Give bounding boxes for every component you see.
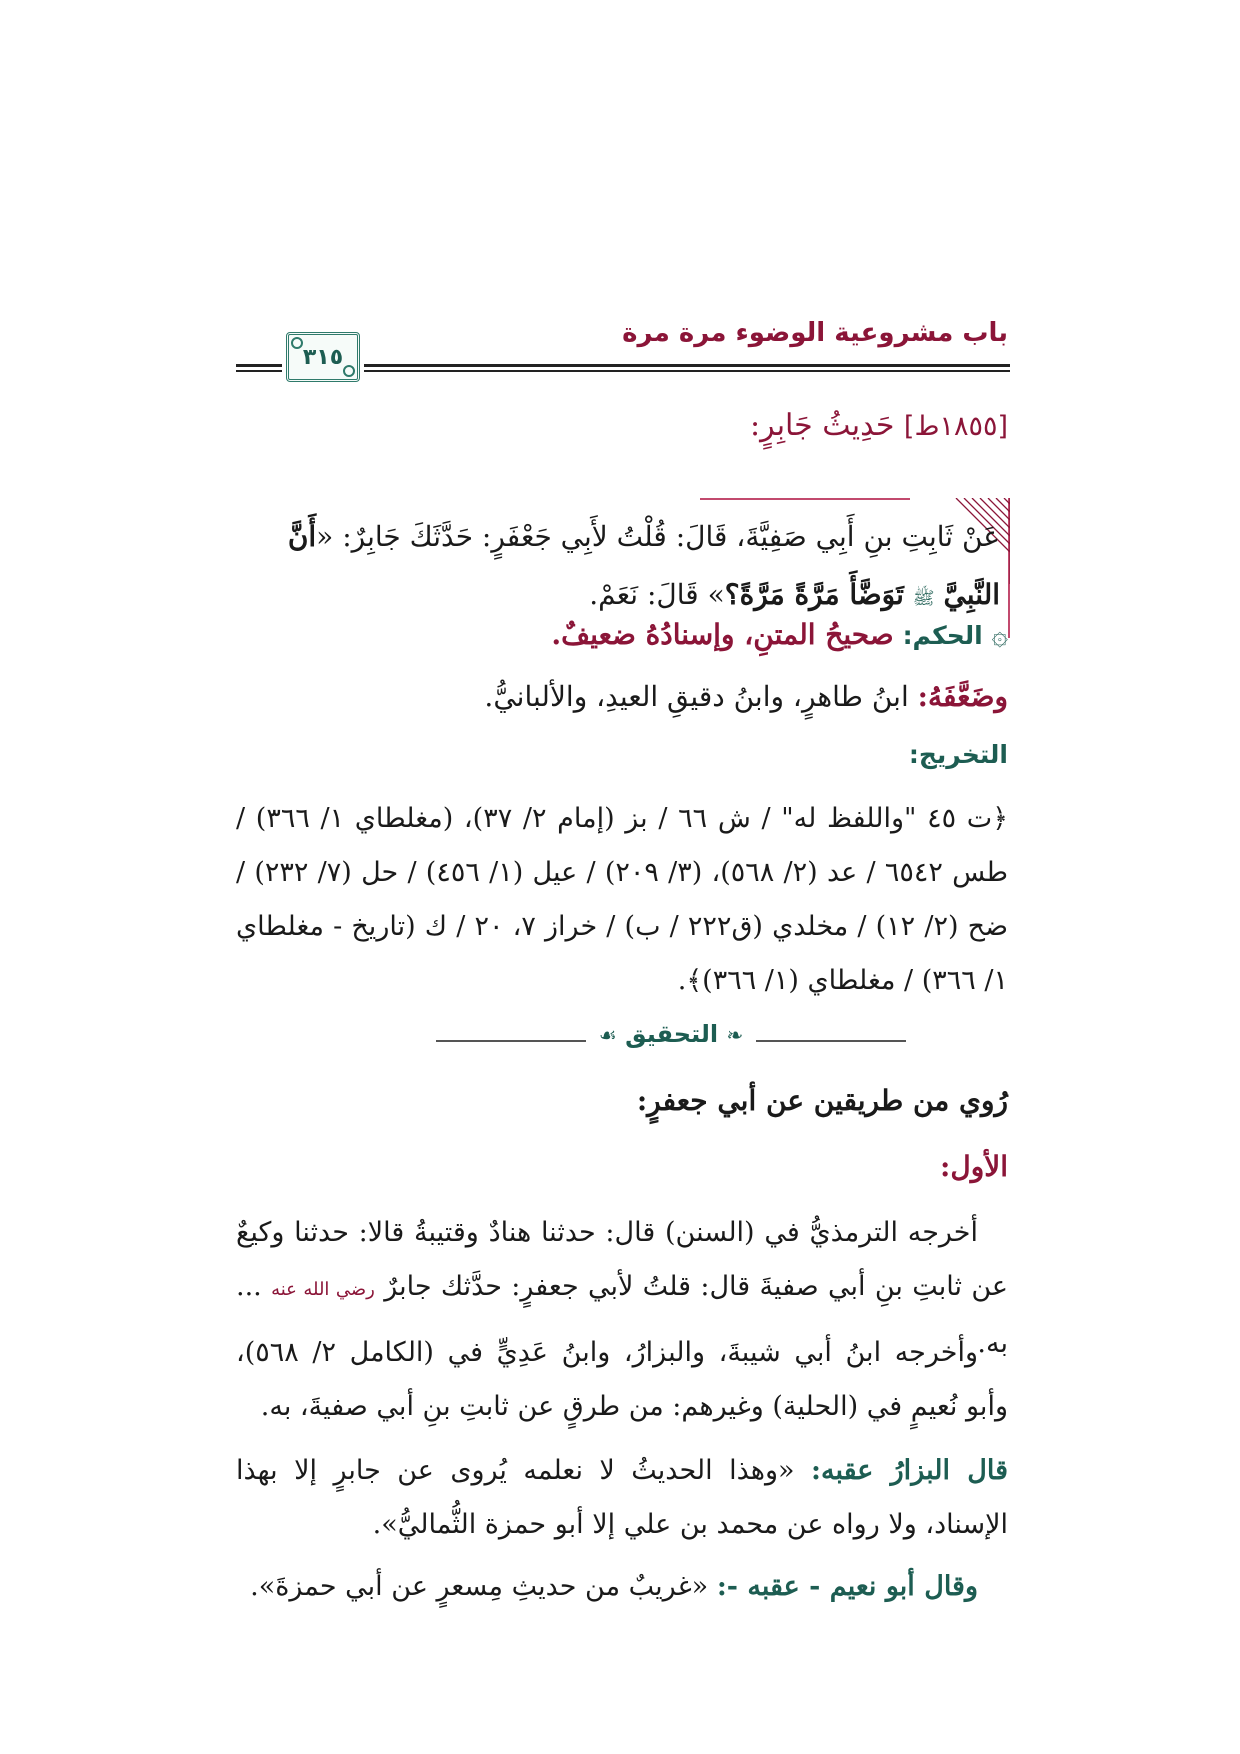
- paragraph: [236, 1560, 1008, 1614]
- ruling-label: الحكم:: [902, 621, 983, 650]
- hadith-box-border: [700, 498, 910, 500]
- header-rule: [236, 370, 282, 372]
- paragraph: [236, 1444, 1008, 1552]
- divider-line: [756, 1040, 906, 1042]
- header-rule: [364, 364, 1010, 367]
- tahqiq-divider: [236, 1020, 1012, 1064]
- divider-line: [436, 1040, 586, 1042]
- tahqiq-title-wrap: [586, 1020, 756, 1048]
- section-first: الأول:: [940, 1150, 1008, 1183]
- hadith-text: [236, 508, 1000, 628]
- paragraph-text: ... به.: [236, 1271, 1008, 1359]
- hadith-heading: [236, 408, 1008, 443]
- paragraph-text: أخرجه الترمذيُّ في (السنن) قال: حدثنا هنادٌ وقتيبةُ قالا: حدثنا وكيعٌ عن ثابتِ بنِ أبي صفيةَ قال: قلتُ لأبي جعفرٍ: حدَّثك جابرٌ: [236, 1217, 1008, 1302]
- paragraph: وأخرجه ابنُ أبي شيبةَ، والبزارُ، وابنُ عَدِيٍّ في (الكامل ٢/ ٥٦٨)، وأبو نُعيمٍ في (الحلية) وغيرهم: من طرقٍ عن ثابتِ بنِ أبي صفيةَ، به.: [236, 1337, 1008, 1422]
- weakened-by-names: ابنُ طاهرٍ، وابنُ دقيقِ العيدِ، والألبانيُّ.: [484, 680, 909, 713]
- radiya-glyph: رضي الله عنه: [271, 1279, 375, 1300]
- page-number: ٣١٥: [302, 344, 344, 370]
- quote-label: قال البزارُ عقبه:: [811, 1455, 1008, 1486]
- takhrij-text: ﴿ت ٤٥ "واللفظ له" / ش ٦٦ / بز (إمام ٢/ ٣٧)، (مغلطاي ١/ ٣٦٦) / طس ٦٥٤٢ / عد (٢/ ٥٦٨)، (٣/ ٢٠٩) / عيل (١/ ٤٥٦) / حل (٧/ ٢٣٢) / ضح (٢/ ١٢) / مخلدي (ق٢٢٢ / ب) / خراز ٧، ٢٠ / ك (تاريخ - مغلطاي ١/ ٣٦٦) / مغلطاي (١/ ٣٦٦)﴾.: [236, 803, 1009, 996]
- ornament-icon: ❧: [726, 1023, 744, 1047]
- header-rule: [236, 364, 282, 367]
- salawat-glyph: ﷺ: [912, 588, 935, 609]
- weakened-by-label: وضَعَّفَهُ:: [917, 680, 1008, 713]
- hadith-text-bold: تَوَضَّأَ مَرَّةً مَرَّةً؟: [724, 578, 904, 611]
- chapter-title: باب مشروعية الوضوء مرة مرة: [622, 318, 1008, 348]
- hadith-number: [١٨٥٥ط]: [903, 411, 1008, 442]
- header-rule: [364, 370, 1010, 372]
- flower-icon: ۞: [991, 618, 1008, 651]
- paragraph-text: «وهذا الحديثُ لا نعلمه يُروى عن جابرٍ إلا بهذا الإسناد، ولا رواه عن محمد بن علي إلا أبو حمزة الثُّماليُّ».: [236, 1455, 1008, 1540]
- takhrij-heading: التخريج:: [908, 740, 1008, 769]
- quote-label: وقال أبو نعيم - عقبه -:: [716, 1571, 978, 1602]
- ruling: [236, 618, 1008, 651]
- tahqiq-title: التحقيق: [625, 1020, 719, 1048]
- hadith-text-part: » قَالَ: نَعَمْ.: [589, 578, 725, 611]
- page-number-frame: [286, 332, 360, 382]
- hadith-text-bold: أَنَّ النَّبِيَّ: [287, 520, 1000, 611]
- hadith-text-part: عَنْ ثَابِتِ بنِ أَبِي صَفِيَّةَ، قَالَ: قُلْتُ لأَبِي جَعْفَرٍ: حَدَّثَكَ جَابِرٌ: «: [316, 520, 1000, 553]
- ruling-value: صحيحُ المتنِ، وإسنادُهُ ضعيفٌ.: [551, 618, 894, 651]
- hadith-title: حَدِيثُ جَابِرٍ:: [750, 408, 895, 443]
- weakened-by: [236, 680, 1008, 713]
- paragraph-text: «غريبٌ من حديثِ مِسعرٍ عن أبي حمزةَ».: [250, 1571, 709, 1602]
- ornament-icon: ☙: [598, 1023, 617, 1047]
- section-intro: رُوي من طريقين عن أبي جعفرٍ:: [636, 1084, 1008, 1117]
